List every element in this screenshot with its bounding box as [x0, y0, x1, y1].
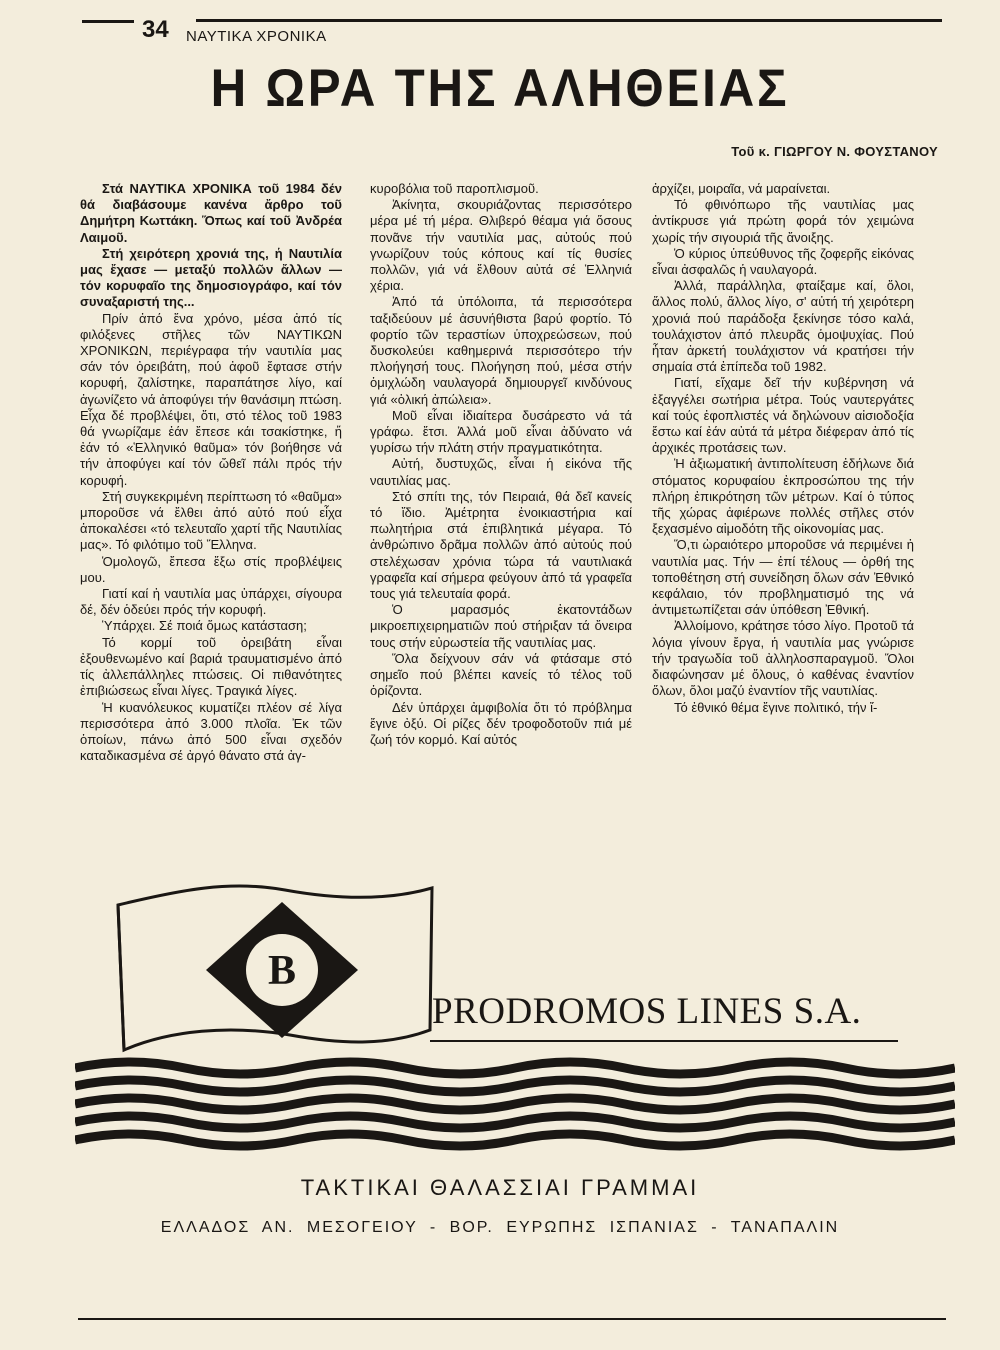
company-underline [430, 1040, 898, 1042]
header-rule-left [82, 20, 134, 23]
body-paragraph: Αὐτή, δυστυχῶς, εἶναι ἡ εἰκόνα τῆς ναυτιλίας μας. [370, 456, 632, 488]
diamond-logo [206, 902, 358, 1038]
body-paragraph: Ἡ κυανόλευκος κυματίζει πλέον σέ λίγα περισσότερα ἀπό 3.000 πλοῖα. Ἐκ τῶν ὁποίων, πάνω ἀπό 500 εἶναι σχεδόν καταδικασμένα σέ ἀργό θάνατο στά ἀγ- [80, 699, 342, 764]
body-paragraph: Ἀπό τά ὑπόλοιπα, τά περισσότερα ταξιδεύουν μέ ἀσυνήθιστα βαρύ φορτίο. Τό φορτίο τῶν τεραστίων ὑποχρεώσεων, πού δυσκολεύει καθημερινά περισσότερο τήν πλοήγησή τους. Πλοήγηση πού, μέσα στήν ὁμιχλώδη ναυλαγορά δημιουργεῖ κινδύνους γιά «ὁλική ἀπώλεια». [370, 294, 632, 407]
body-paragraph: Τό φθινόπωρο τῆς ναυτιλίας μας ἀντίκρυσε γιά πρώτη φορά τόν χειμώνα χωρίς τήν σιγουριά τῆς ἄνοιξης. [652, 197, 914, 245]
body-paragraph: Γιατί, εἴχαμε δεῖ τήν κυβέρνηση νά ἐξαγγέλει σωτήρια μέτρα. Τούς ναυτεργάτες καί τούς ἐφοπλιστές νά δηλώνουν αἰσιοδοξία ἔστω καί ἐάν αὐτά τά μέτρα διέφεραν ἀπό τίς ἀρχικές προτάσεις των. [652, 375, 914, 456]
body-paragraph: Ὁ κύριος ὑπεύθυνος τῆς ζοφερῆς εἰκόνας εἶναι ἀσφαλῶς ἡ ναυλαγορά. [652, 245, 914, 278]
body-paragraph: Στή συγκεκριμένη περίπτωση τό «θαῦμα» μποροῦσε νά ἔλθει ἀπό αὐτό πού εἶχα ἀποκαλέσει «τό τελευταῖο χαρτί τῆς Ναυτιλίας μας». Τό φιλότιμο τοῦ Ἕλληνα. [80, 488, 343, 553]
body-paragraph: Ὅ,τι ὡραιότερο μποροῦσε νά περιμένει ἡ ναυτιλία μας. Τήν — ἐπί τέλους — ὀρθή της τοποθέτηση στή συνείδηση ὅλων σάν Ἐθνικό κεφάλαιο, τόν προβληματισμό της νά ἀντιμετωπίζεται σάν ὑπόθεση Ἐθνική. [652, 537, 914, 618]
lead-paragraph: Στά ΝΑΥΤΙΚΑ ΧΡΟΝΙΚΑ τοῦ 1984 δέν θά διαβάσουμε κανένα ἄρθρο τοῦ Δημήτρη Κωττάκη. Ὅπως καί τοῦ Ἀνδρέα Λαιμοῦ. [80, 181, 342, 245]
lead-paragraph: Στή χειρότερη χρονιά της, ἡ Ναυτιλία μας ἔχασε — μεταξύ πολλῶν ἄλλων — τόν κορυφαῖο της δημοσιογράφο, καί τόν συναξαριστή της... [80, 245, 342, 310]
body-paragraph: Ἀλλά, παράλληλα, φταίξαμε καί, ὅλοι, ἄλλος πολύ, ἄλλος λίγο, σ' αὐτή τή χειρότερη χρονιά πού παράδοξα ξεκίνησε τόσο καλά, τουλάχιστον ἀπό πλευρᾶς ὁμοψυχίας. Πού ἦταν ἀρκετή τουλάχιστον νά κρατήσει τήν σημαία στά ἐπίπεδα τοῦ 1982. [652, 278, 914, 375]
article-title: Η ΩΡΑ ΤΗΣ ΑΛΗΘΕΙΑΣ [210, 59, 790, 118]
body-paragraph: Πρίν ἀπό ἕνα χρόνο, μέσα ἀπό τίς φιλόξενες στῆλες τῶν ΝΑΥΤΙΚΩΝ ΧΡΟΝΙΚΩΝ, περιέγραφα τήν ναυτιλία μας σάν τόν ὀρειβάτη, πού ἀφοῦ ἔφτασε στήν κορυφή, ζαλίστηκε, παραπάτησε λίγο, καί ἀγωνίζετο νά ἀποφύγει τήν θανάσιμη πτώση. Εἶχα δέ προβλέψει, ὅτι, στό τέλος τοῦ 1983 θά γνωρίζαμε ἐάν ἔπεσε κάι τσακίστηκε, ἤ ἐάν τό «Ἑλληνικό θαῦμα» τόν βοήθησε νά τήν ἀποφύγει καί τόν ὤθεῖ πάλι πρός τήν κορυφή. [80, 310, 342, 488]
ad-routes: ΕΛΛΑΔΟΣ ΑΝ. ΜΕΣΟΓΕΙΟΥ - ΒΟΡ. ΕΥΡΩΠΗΣ ΙΣΠΑΝΙΑΣ - ΤΑΝΑΠΑΛΙΝ [160, 1219, 840, 1236]
company-name: PRODROMOS LINES S.A. [432, 991, 862, 1032]
body-paragraph: Στό σπίτι της, τόν Πειραιά, θά δεῖ κανείς τό ἴδιο. Ἀμέτρητα ἐνοικιαστήρια καί πωλητήρια στά ἐπιβλητικά μέγαρα. Τό ἀνθρώπινο δρᾶμα πολλῶν ἀπό αὐτούς πού στελέχωσαν χρόνια τώρα τά ναυτιλιακά γραφεῖα καί σήμερα φεύγουν ἀπό τά γραφεῖα τους γιά τελευταία φορά. [370, 488, 632, 602]
body-paragraph: Ἀλλοίμονο, κράτησε τόσο λίγο. Προτοῦ τά λόγια γίνουν ἔργα, ἡ ναυτιλία μας γνώρισε τήν τραγωδία τοῦ ἀλληλοσπαραγμοῦ. Ὅλοι διαφώνησαν μέ ὅλους, ὁ καθένας ἐναντίον ὅλων, ὅλοι μαζύ ἐναντίον τῆς ναυτιλίας. [652, 618, 914, 699]
article-column-2 [370, 181, 632, 748]
page-number: 34 [142, 16, 169, 43]
article-column-1 [80, 181, 342, 764]
logo-letter: B [267, 948, 297, 994]
page-bottom-rule [78, 1318, 946, 1320]
body-paragraph: Τό κορμί τοῦ ὀρειβάτη εἶναι ἐξουθενωμένο καί βαριά τραυματισμένο ἀπό τίς ἀλλεπάλληλες πτώσεις. Οἱ πιθανότητες ἐπιβιώσεως εἶναι λίγες. Τραγικά λίγες. [80, 634, 342, 699]
magazine-name: ΝΑΥΤΙΚΑ ΧΡΟΝΙΚΑ [186, 28, 327, 45]
body-paragraph: Τό ἐθνικό θέμα ἔγινε πολιτικό, τήν ἴ- [674, 699, 878, 715]
body-paragraph: Ἀκίνητα, σκουριάζοντας περισσότερο μέρα μέ τή μέρα. Θλιβερό θέαμα γιά ὅσους πονᾶνε τήν ναυτιλία μας, αὐτούς πού γνωρίζουν τούς κόπους καί τίς θυσίες πολλῶν, γιά νά ἔλθουν αὐτά σέ Ἑλληνιά χέρια. [370, 197, 632, 294]
body-paragraph: Ὅλα δείχνουν σάν νά φτάσαμε στό σημεῖο πού βλέπει κανείς τό τέλος τοῦ ὁρίζοντα. [370, 650, 632, 699]
body-paragraph: Ἡ ἀξιωματική ἀντιπολίτευση ἐδήλωνε διά στόματος κορυφαίου ἐκπροσώπου της τήν πλήρη ἐπικρότηση τῶν μέτρων. Καί ὁ τύπος τῆς χώρας ἀφιέρωνε πολλές στῆλες στόν ξεχασμένο αἱμοδότη τῆς οἰκονομίας μας. [652, 456, 914, 537]
body-paragraph: κυροβόλια τοῦ παροπλισμοῦ. [370, 181, 539, 196]
flag-logo-icon [110, 880, 440, 1070]
article-column-3 [652, 181, 914, 716]
body-paragraph: Ὑπάρχει. Σέ ποιά ὅμως κατάσταση; [102, 618, 307, 634]
body-paragraph: Δέν ὑπάρχει ἀμφιβολία ὅτι τό πρόβλημα ἔγινε ὀξύ. Οἱ ρίζες δέν τροφοδοτοῦν πιά μέ ζωή τόν κορμό. Καί αὐτός [370, 699, 632, 747]
article-byline: Τοῦ κ. ΓΙΩΡΓΟΥ Ν. ΦΟΥΣΤΑΝΟΥ [731, 144, 938, 159]
ad-tagline: ΤΑΚΤΙΚΑΙ ΘΑΛΑΣΣΙΑΙ ΓΡΑΜΜΑΙ [300, 1175, 700, 1200]
body-paragraph: Μοῦ εἶναι ἰδιαίτερα δυσάρεστο νά τά γράφω. ἔτσι. Ἀλλά μοῦ εἶναι ἀδύνατο νά γυρίσω τήν πλάτη στήν πραγματικότητα. [370, 407, 632, 456]
body-paragraph: ἀρχίζει, μοιραῖα, νά μαραίνεται. [652, 181, 831, 196]
header-rule-right [196, 19, 942, 22]
waves-graphic [75, 1050, 955, 1160]
body-paragraph: Γιατί καί ἡ ναυτιλία μας ὑπάρχει, σίγουρα δέ, δέν ὁδεύει πρός τήν κορυφή. [80, 586, 342, 618]
body-paragraph: Ὁμολογῶ, ἔπεσα ἔξω στίς προβλέψεις μου. [80, 553, 342, 585]
body-paragraph: Ὁ μαρασμός ἑκατοντάδων μικροεπιχειρηματιῶν πού στήριξαν τά ὄνειρα τους στήν εὐρωστεία τῆς ναυτιλίας μας. [370, 602, 632, 650]
